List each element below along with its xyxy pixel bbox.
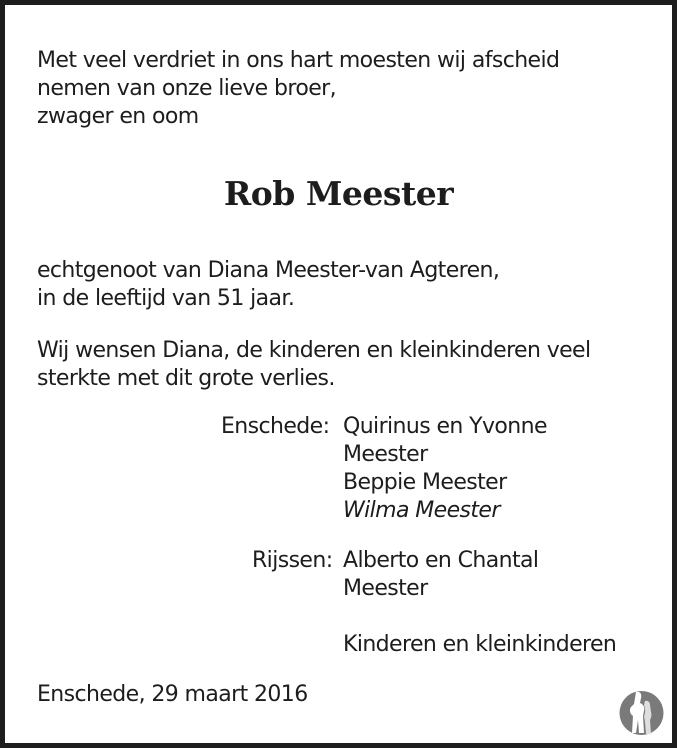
family-name: Beppie Meester: [343, 470, 507, 495]
intro-line-3: zwager en oom: [37, 104, 199, 129]
place-date: Enschede, 29 maart 2016: [37, 682, 308, 707]
family-name: Alberto en Chantal: [343, 548, 539, 573]
intro-line-2: nemen van onze lieve broer,: [37, 76, 336, 101]
family-place-enschede: Enschede:: [221, 414, 330, 439]
closing-group: Kinderen en kleinkinderen: [343, 632, 617, 657]
intro-line-1: Met veel verdriet in ons hart moesten wij afscheid: [37, 48, 560, 73]
family-name: Meester: [343, 576, 428, 601]
wishes-line-2: sterkte met dit grote verlies.: [37, 366, 335, 391]
family-name: Meester: [343, 442, 428, 467]
family-name: Quirinus en Yvonne: [343, 414, 547, 439]
deceased-name: Rob Meester: [223, 174, 454, 213]
wishes-line-1: Wij wensen Diana, de kinderen en kleinkinderen veel: [37, 338, 591, 363]
family-name-italic: Wilma Meester: [343, 498, 500, 523]
details-line-1: echtgenoot van Diana Meester-van Agteren,: [37, 258, 500, 283]
family-place-rijssen: Rijssen:: [252, 548, 333, 573]
embracing-figures-icon: [617, 688, 666, 737]
details-line-2: in de leeftijd van 51 jaar.: [37, 286, 295, 311]
